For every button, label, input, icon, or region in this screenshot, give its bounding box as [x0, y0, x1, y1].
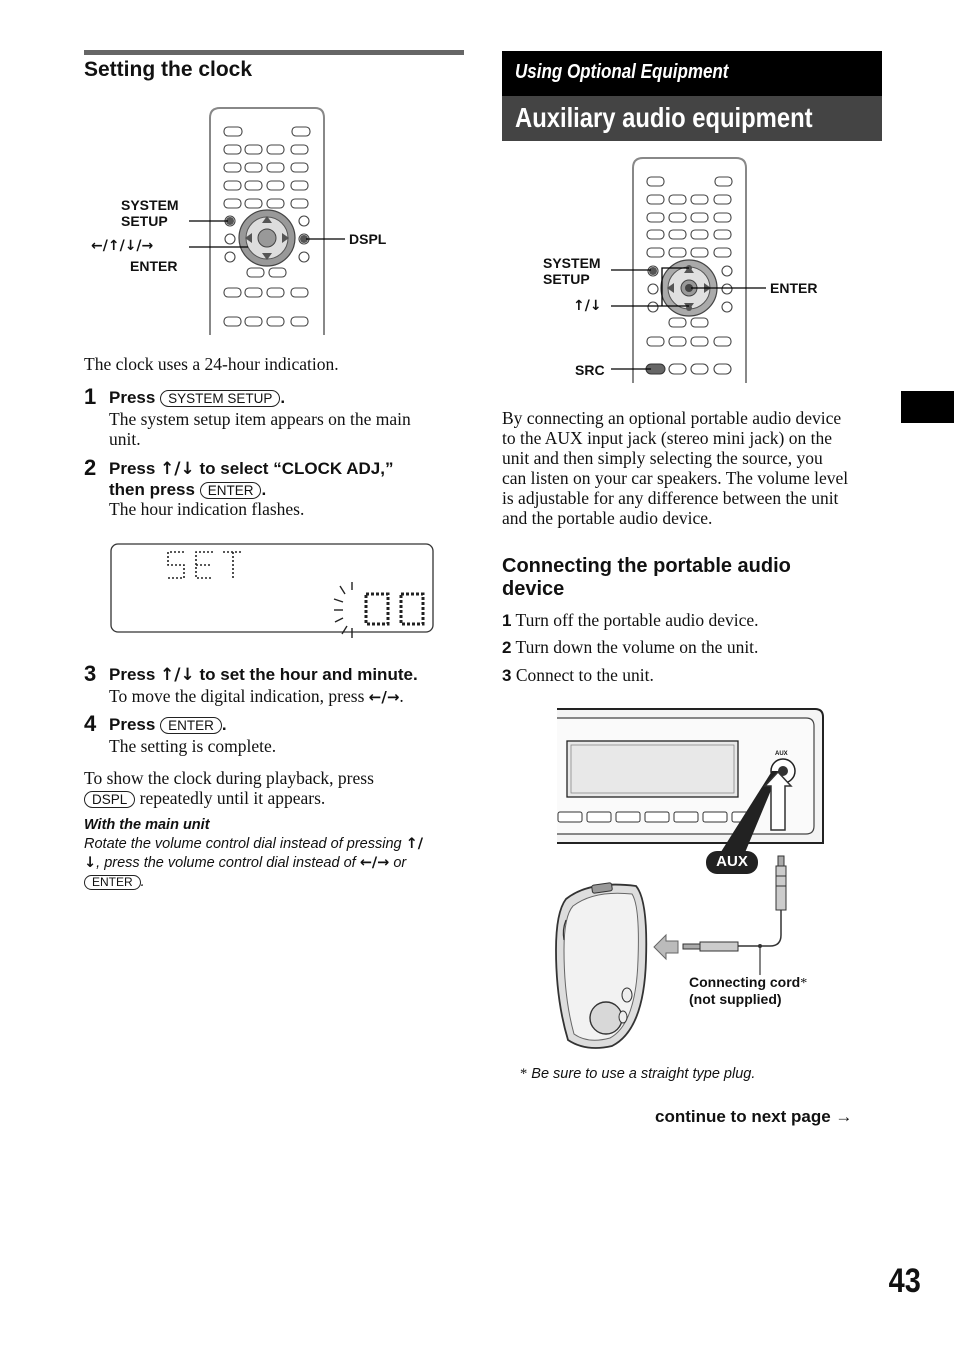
page-number: 43 [888, 1262, 921, 1300]
up-down-arrows-icon: ↑/↓ [160, 459, 195, 479]
aux-badge: AUX [716, 853, 748, 870]
step-number: 4 [84, 711, 97, 736]
left-right-arrows-icon: ←/→ [368, 688, 400, 706]
para-text: repeatedly until it appears. [139, 788, 326, 808]
cmd-text: Press [109, 388, 156, 407]
label-arrows: ↑/↓ [573, 298, 602, 314]
cmd-period: . [280, 388, 286, 407]
step-text: Turn down the volume on the unit. [515, 637, 759, 657]
cord-label-2: (not supplied) [689, 991, 782, 1007]
cord-label-1 [689, 974, 807, 992]
step-4-desc: The setting is complete. [109, 736, 277, 756]
enter-key: ENTER [200, 482, 262, 499]
continue-link[interactable]: continue to next page → [655, 1107, 853, 1126]
subheading-line: Connecting the portable audio [502, 555, 791, 577]
enter-key: ENTER [84, 875, 141, 890]
dspl-key: DSPL [84, 791, 135, 808]
step-number: 3 [502, 666, 512, 685]
label-src: SRC [575, 362, 605, 378]
intro-line: and the portable audio device. [502, 508, 713, 528]
footnote [520, 1065, 755, 1084]
step-number: 2 [84, 455, 97, 480]
label-arrows: ←/↑/↓/→ [91, 238, 154, 254]
step-1-desc-2: unit. [109, 429, 141, 449]
note-text: , press the volume control dial instead of [96, 855, 356, 871]
enter-key: ENTER [160, 717, 222, 734]
intro-line: By connecting an optional portable audio device [502, 408, 842, 428]
left-right-arrows-icon: ←/→ [359, 855, 390, 871]
cmd-text: to select “CLOCK ADJ,” [199, 459, 394, 478]
note-text: or [393, 855, 407, 871]
intro-line: can listen on your car speakers. The volume level [502, 468, 849, 488]
intro-line: to the AUX input jack (stereo mini jack) on the [502, 428, 832, 448]
banner-subtitle: Using Optional Equipment [515, 61, 729, 83]
down-arrow-icon: ↓ [84, 855, 97, 871]
cmd-text: Press [109, 459, 156, 478]
intro-line: unit and then simply selecting the source, you [502, 448, 823, 468]
cmd-text: Press [109, 665, 156, 684]
label-system: SYSTEM [543, 255, 601, 271]
intro-line: is adjustable for any difference between the unit [502, 488, 839, 508]
cmd-text: then press [109, 480, 195, 499]
page-title: Auxiliary audio equipment [515, 102, 813, 133]
label-setup: SETUP [121, 213, 168, 229]
note-title: With the main unit [84, 817, 210, 833]
cord-asterisk: * [800, 976, 808, 991]
aux-jack-label: AUX [775, 751, 788, 757]
desc-text: To move the digital indication, press [109, 686, 365, 706]
step-2-desc: The hour indication flashes. [109, 499, 305, 519]
system-setup-key: SYSTEM SETUP [160, 390, 280, 407]
up-down-arrows-icon: ↑/↓ [160, 665, 195, 685]
step-number: 3 [84, 661, 97, 686]
label-enter: ENTER [130, 258, 178, 274]
label-enter: ENTER [770, 280, 818, 296]
dspl-para-line1: To show the clock during playback, press [84, 768, 374, 788]
subheading-line: device [502, 578, 565, 600]
label-setup: SETUP [543, 271, 590, 287]
note-text: Rotate the volume control dial instead of pressing [84, 836, 402, 852]
note-period: . [140, 874, 145, 890]
section-tab [901, 391, 954, 423]
step-text: Connect to the unit. [515, 665, 654, 685]
cmd-period: . [221, 715, 227, 734]
step-number: 1 [502, 611, 512, 630]
clock-intro: The clock uses a 24-hour indication. [84, 354, 339, 374]
footnote-text: Be sure to use a straight type plug. [531, 1066, 756, 1082]
section-heading: Setting the clock [84, 58, 253, 81]
step-number: 2 [502, 638, 512, 657]
label-dspl: DSPL [349, 231, 387, 247]
label-system: SYSTEM [121, 197, 179, 213]
step-1-desc-1: The system setup item appears on the main [109, 409, 411, 429]
cmd-text: to set the hour and minute. [199, 665, 418, 684]
desc-period: . [399, 686, 404, 706]
cord-label-text: Connecting cord [689, 974, 801, 990]
step-number: 1 [84, 384, 97, 409]
footnote-star: * [520, 1066, 528, 1082]
cmd-period: . [261, 480, 267, 499]
up-arrow-icon: ↑/ [405, 836, 424, 852]
step-text: Turn off the portable audio device. [515, 610, 759, 630]
cmd-text: Press [109, 715, 156, 734]
